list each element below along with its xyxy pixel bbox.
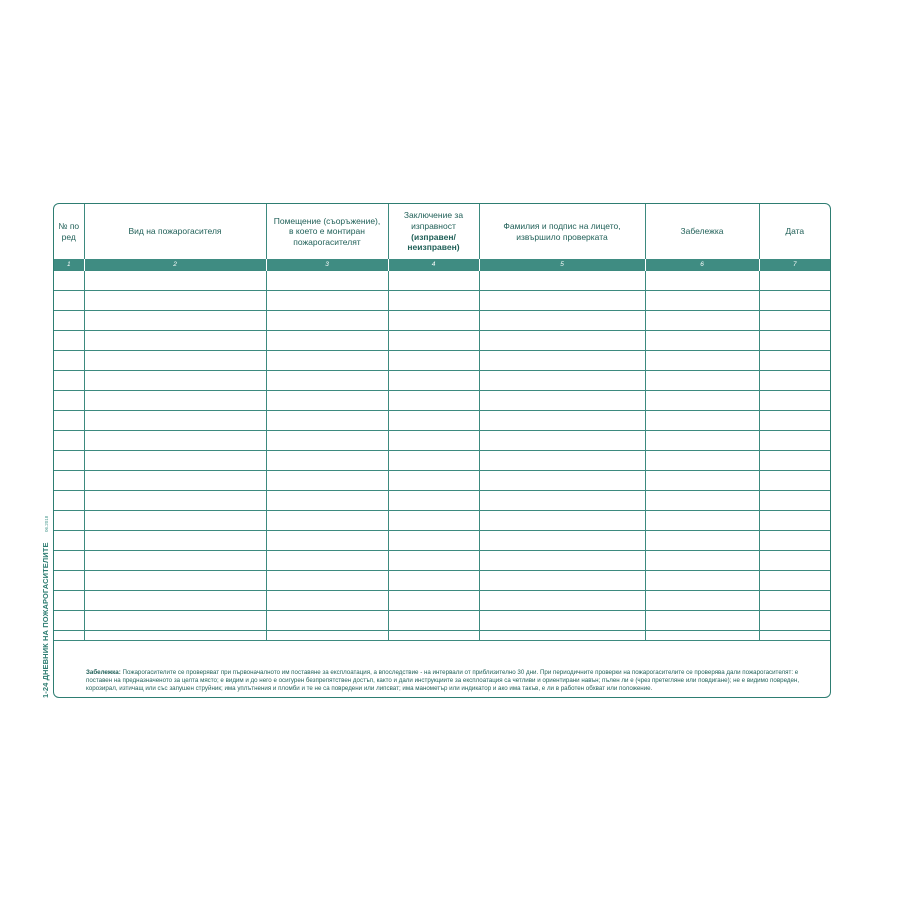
table-cell[interactable] xyxy=(759,450,830,470)
column-number-row xyxy=(54,259,830,270)
table-cell[interactable] xyxy=(84,450,266,470)
table-cell[interactable] xyxy=(84,330,266,350)
table-cell[interactable] xyxy=(479,590,645,610)
table-cell[interactable] xyxy=(266,630,388,640)
table-cell[interactable] xyxy=(84,310,266,330)
table-cell[interactable] xyxy=(388,430,479,450)
table-cell[interactable] xyxy=(84,430,266,450)
table-row xyxy=(54,370,830,390)
table-cell[interactable] xyxy=(388,610,479,630)
table-cell[interactable] xyxy=(266,390,388,410)
table-cell[interactable] xyxy=(54,610,84,630)
table-cell[interactable] xyxy=(759,270,830,290)
header-room: Помещение (съоръжение), в което е монтиран пожарогасителят xyxy=(266,204,388,259)
table-cell[interactable] xyxy=(54,530,84,550)
table-cell[interactable] xyxy=(84,550,266,570)
table-cell[interactable] xyxy=(84,270,266,290)
table-cell[interactable] xyxy=(759,390,830,410)
table-row xyxy=(54,350,830,370)
table-cell[interactable] xyxy=(759,530,830,550)
table-cell[interactable] xyxy=(388,450,479,470)
table-cell[interactable] xyxy=(645,630,759,640)
table-cell[interactable] xyxy=(759,610,830,630)
table-cell[interactable] xyxy=(266,350,388,370)
table-cell[interactable] xyxy=(54,450,84,470)
table-cell[interactable] xyxy=(54,510,84,530)
table-cell[interactable] xyxy=(388,470,479,490)
table-cell[interactable] xyxy=(388,350,479,370)
table-cell[interactable] xyxy=(84,390,266,410)
header-condition: Заключение за изправност (изправен/ неизправен) xyxy=(388,204,479,259)
table-cell[interactable] xyxy=(266,490,388,510)
table-cell[interactable] xyxy=(84,290,266,310)
table-cell[interactable] xyxy=(54,490,84,510)
column-number: 5 xyxy=(479,259,645,270)
table-cell[interactable] xyxy=(388,570,479,590)
table-cell[interactable] xyxy=(759,590,830,610)
table-cell[interactable] xyxy=(388,510,479,530)
table-cell[interactable] xyxy=(84,410,266,430)
table-cell[interactable] xyxy=(54,310,84,330)
header-date: Дата xyxy=(759,204,830,259)
header-remark: Забележка xyxy=(645,204,759,259)
table-cell[interactable] xyxy=(266,370,388,390)
table-cell[interactable] xyxy=(266,610,388,630)
table-cell[interactable] xyxy=(645,350,759,370)
table-cell[interactable] xyxy=(388,550,479,570)
table-cell[interactable] xyxy=(266,270,388,290)
table-cell[interactable] xyxy=(54,630,84,640)
table-cell[interactable] xyxy=(266,450,388,470)
table-cell[interactable] xyxy=(84,510,266,530)
table-cell[interactable] xyxy=(84,350,266,370)
header-row-number: № по ред xyxy=(58,220,80,242)
table-cell[interactable] xyxy=(645,550,759,570)
table-cell[interactable] xyxy=(645,590,759,610)
footnote-label: Забележка: xyxy=(86,669,121,676)
table-cell[interactable] xyxy=(84,470,266,490)
table-cell[interactable] xyxy=(266,550,388,570)
table-cell[interactable] xyxy=(266,330,388,350)
table-cell[interactable] xyxy=(479,290,645,310)
table-cell[interactable] xyxy=(388,590,479,610)
table-cell[interactable] xyxy=(479,310,645,330)
table-cell[interactable] xyxy=(759,550,830,570)
table-row xyxy=(54,270,830,290)
table-row xyxy=(54,530,830,550)
table-cell[interactable] xyxy=(266,530,388,550)
table-cell[interactable] xyxy=(388,490,479,510)
table-cell[interactable] xyxy=(54,330,84,350)
table-row xyxy=(54,590,830,610)
table-row xyxy=(54,610,830,630)
table-cell[interactable] xyxy=(54,290,84,310)
table-cell[interactable] xyxy=(84,490,266,510)
table-cell[interactable] xyxy=(54,570,84,590)
table-cell[interactable] xyxy=(645,330,759,350)
footnote-text: Пожарогасителите се проверяват при първоначалното им поставяне за експлоатация, а впоследствие - на интервали от приблизително 30 дни. При периодичните проверки на пожарогасителите се проверява дали пожарогасителят: е поставен на предназначеното за целта място; е видим и до него е осигурен безпрепятствен достъп, както и дали инструкциите за експлоатация са четливи и ориентирани навън; пълен ли е (чрез претегляне или повдигане); не е видимо повреден, корозирал, изтичащ или със запушен струйник; има уплътнения и пломби и те не са повредени или липсват; има манометър или индикатор и ако има такъв, е ли в работен обхват или положение. xyxy=(86,669,800,693)
table-row xyxy=(54,490,830,510)
form-code-label: 1-24 ДНЕВНИК НА ПОЖАРОГАСИТЕЛИТЕ xyxy=(41,542,50,698)
table-cell[interactable] xyxy=(479,370,645,390)
table-cell[interactable] xyxy=(54,550,84,570)
table-cell[interactable] xyxy=(54,430,84,450)
table-cell[interactable] xyxy=(266,310,388,330)
table-cell[interactable] xyxy=(645,410,759,430)
table-cell[interactable] xyxy=(479,490,645,510)
table-row xyxy=(54,510,830,530)
table-cell[interactable] xyxy=(388,270,479,290)
table-cell[interactable] xyxy=(266,430,388,450)
table-cell[interactable] xyxy=(645,610,759,630)
table-cell[interactable] xyxy=(388,530,479,550)
table-cell[interactable] xyxy=(479,350,645,370)
table-cell[interactable] xyxy=(759,570,830,590)
table-cell[interactable] xyxy=(388,370,479,390)
table-cell[interactable] xyxy=(759,290,830,310)
column-number: 7 xyxy=(759,259,830,270)
table-cell[interactable] xyxy=(54,370,84,390)
table-cell[interactable] xyxy=(645,270,759,290)
table-cell[interactable] xyxy=(388,330,479,350)
table-cell[interactable] xyxy=(388,410,479,430)
table-row xyxy=(54,630,830,640)
table-cell[interactable] xyxy=(388,390,479,410)
table-cell[interactable] xyxy=(759,350,830,370)
table-cell[interactable] xyxy=(759,630,830,640)
table-row xyxy=(54,470,830,490)
table-cell[interactable] xyxy=(645,430,759,450)
table-cell[interactable] xyxy=(645,390,759,410)
table-cell[interactable] xyxy=(479,510,645,530)
table-cell[interactable] xyxy=(479,570,645,590)
table-cell[interactable] xyxy=(479,330,645,350)
table-cell[interactable] xyxy=(84,590,266,610)
table-cell[interactable] xyxy=(759,370,830,390)
table-cell[interactable] xyxy=(54,470,84,490)
table-cell[interactable] xyxy=(645,450,759,470)
table-cell[interactable] xyxy=(645,470,759,490)
table-row xyxy=(54,430,830,450)
header-inspector: Фамилия и подпис на лицето, извършило проверката xyxy=(479,204,645,259)
table-cell[interactable] xyxy=(479,470,645,490)
table-cell[interactable] xyxy=(388,290,479,310)
table-cell[interactable] xyxy=(479,630,645,640)
table-cell[interactable] xyxy=(54,270,84,290)
table-cell[interactable] xyxy=(759,430,830,450)
table-cell[interactable] xyxy=(84,630,266,640)
table-cell[interactable] xyxy=(54,410,84,430)
table-cell[interactable] xyxy=(266,590,388,610)
table-cell[interactable] xyxy=(645,310,759,330)
column-number: 6 xyxy=(645,259,759,270)
table-row xyxy=(54,550,830,570)
column-number: 2 xyxy=(84,259,266,270)
table-cell[interactable] xyxy=(645,510,759,530)
header-row xyxy=(54,204,830,259)
table-cell[interactable] xyxy=(479,450,645,470)
table-cell[interactable] xyxy=(479,610,645,630)
table-cell[interactable] xyxy=(266,570,388,590)
table-cell[interactable] xyxy=(479,550,645,570)
table-row xyxy=(54,290,830,310)
table-cell[interactable] xyxy=(54,590,84,610)
table-cell[interactable] xyxy=(84,570,266,590)
table-cell[interactable] xyxy=(645,290,759,310)
table-cell[interactable] xyxy=(645,530,759,550)
table-row xyxy=(54,410,830,430)
form-edition-date: 06.2018 xyxy=(44,515,49,532)
table-cell[interactable] xyxy=(266,470,388,490)
column-number: 1 xyxy=(54,259,84,270)
header-extinguisher-type: Вид на пожарогасителя xyxy=(84,204,266,259)
column-number: 3 xyxy=(266,259,388,270)
table-row xyxy=(54,310,830,330)
table-cell[interactable] xyxy=(759,510,830,530)
table-cell[interactable] xyxy=(54,350,84,370)
table-cell[interactable] xyxy=(84,530,266,550)
table-cell[interactable] xyxy=(759,470,830,490)
table-cell[interactable] xyxy=(266,510,388,530)
table-cell[interactable] xyxy=(759,410,830,430)
table-cell[interactable] xyxy=(479,430,645,450)
table-cell[interactable] xyxy=(645,370,759,390)
table-cell[interactable] xyxy=(388,310,479,330)
table-cell[interactable] xyxy=(479,270,645,290)
column-number: 4 xyxy=(388,259,479,270)
log-table xyxy=(54,204,830,641)
table-cell[interactable] xyxy=(84,610,266,630)
table-cell[interactable] xyxy=(759,330,830,350)
table-cell[interactable] xyxy=(54,390,84,410)
table-row xyxy=(54,570,830,590)
table-cell[interactable] xyxy=(645,570,759,590)
table-cell[interactable] xyxy=(759,490,830,510)
table-cell[interactable] xyxy=(388,630,479,640)
footnote xyxy=(54,666,830,697)
table-row xyxy=(54,390,830,410)
table-cell[interactable] xyxy=(84,370,266,390)
table-cell[interactable] xyxy=(479,410,645,430)
table-cell[interactable] xyxy=(479,390,645,410)
table-cell[interactable] xyxy=(645,490,759,510)
table-cell[interactable] xyxy=(759,310,830,330)
table-row xyxy=(54,330,830,350)
table-row xyxy=(54,450,830,470)
table-cell[interactable] xyxy=(266,410,388,430)
table-cell[interactable] xyxy=(266,290,388,310)
fire-extinguisher-log-form xyxy=(53,203,831,698)
table-cell[interactable] xyxy=(479,530,645,550)
